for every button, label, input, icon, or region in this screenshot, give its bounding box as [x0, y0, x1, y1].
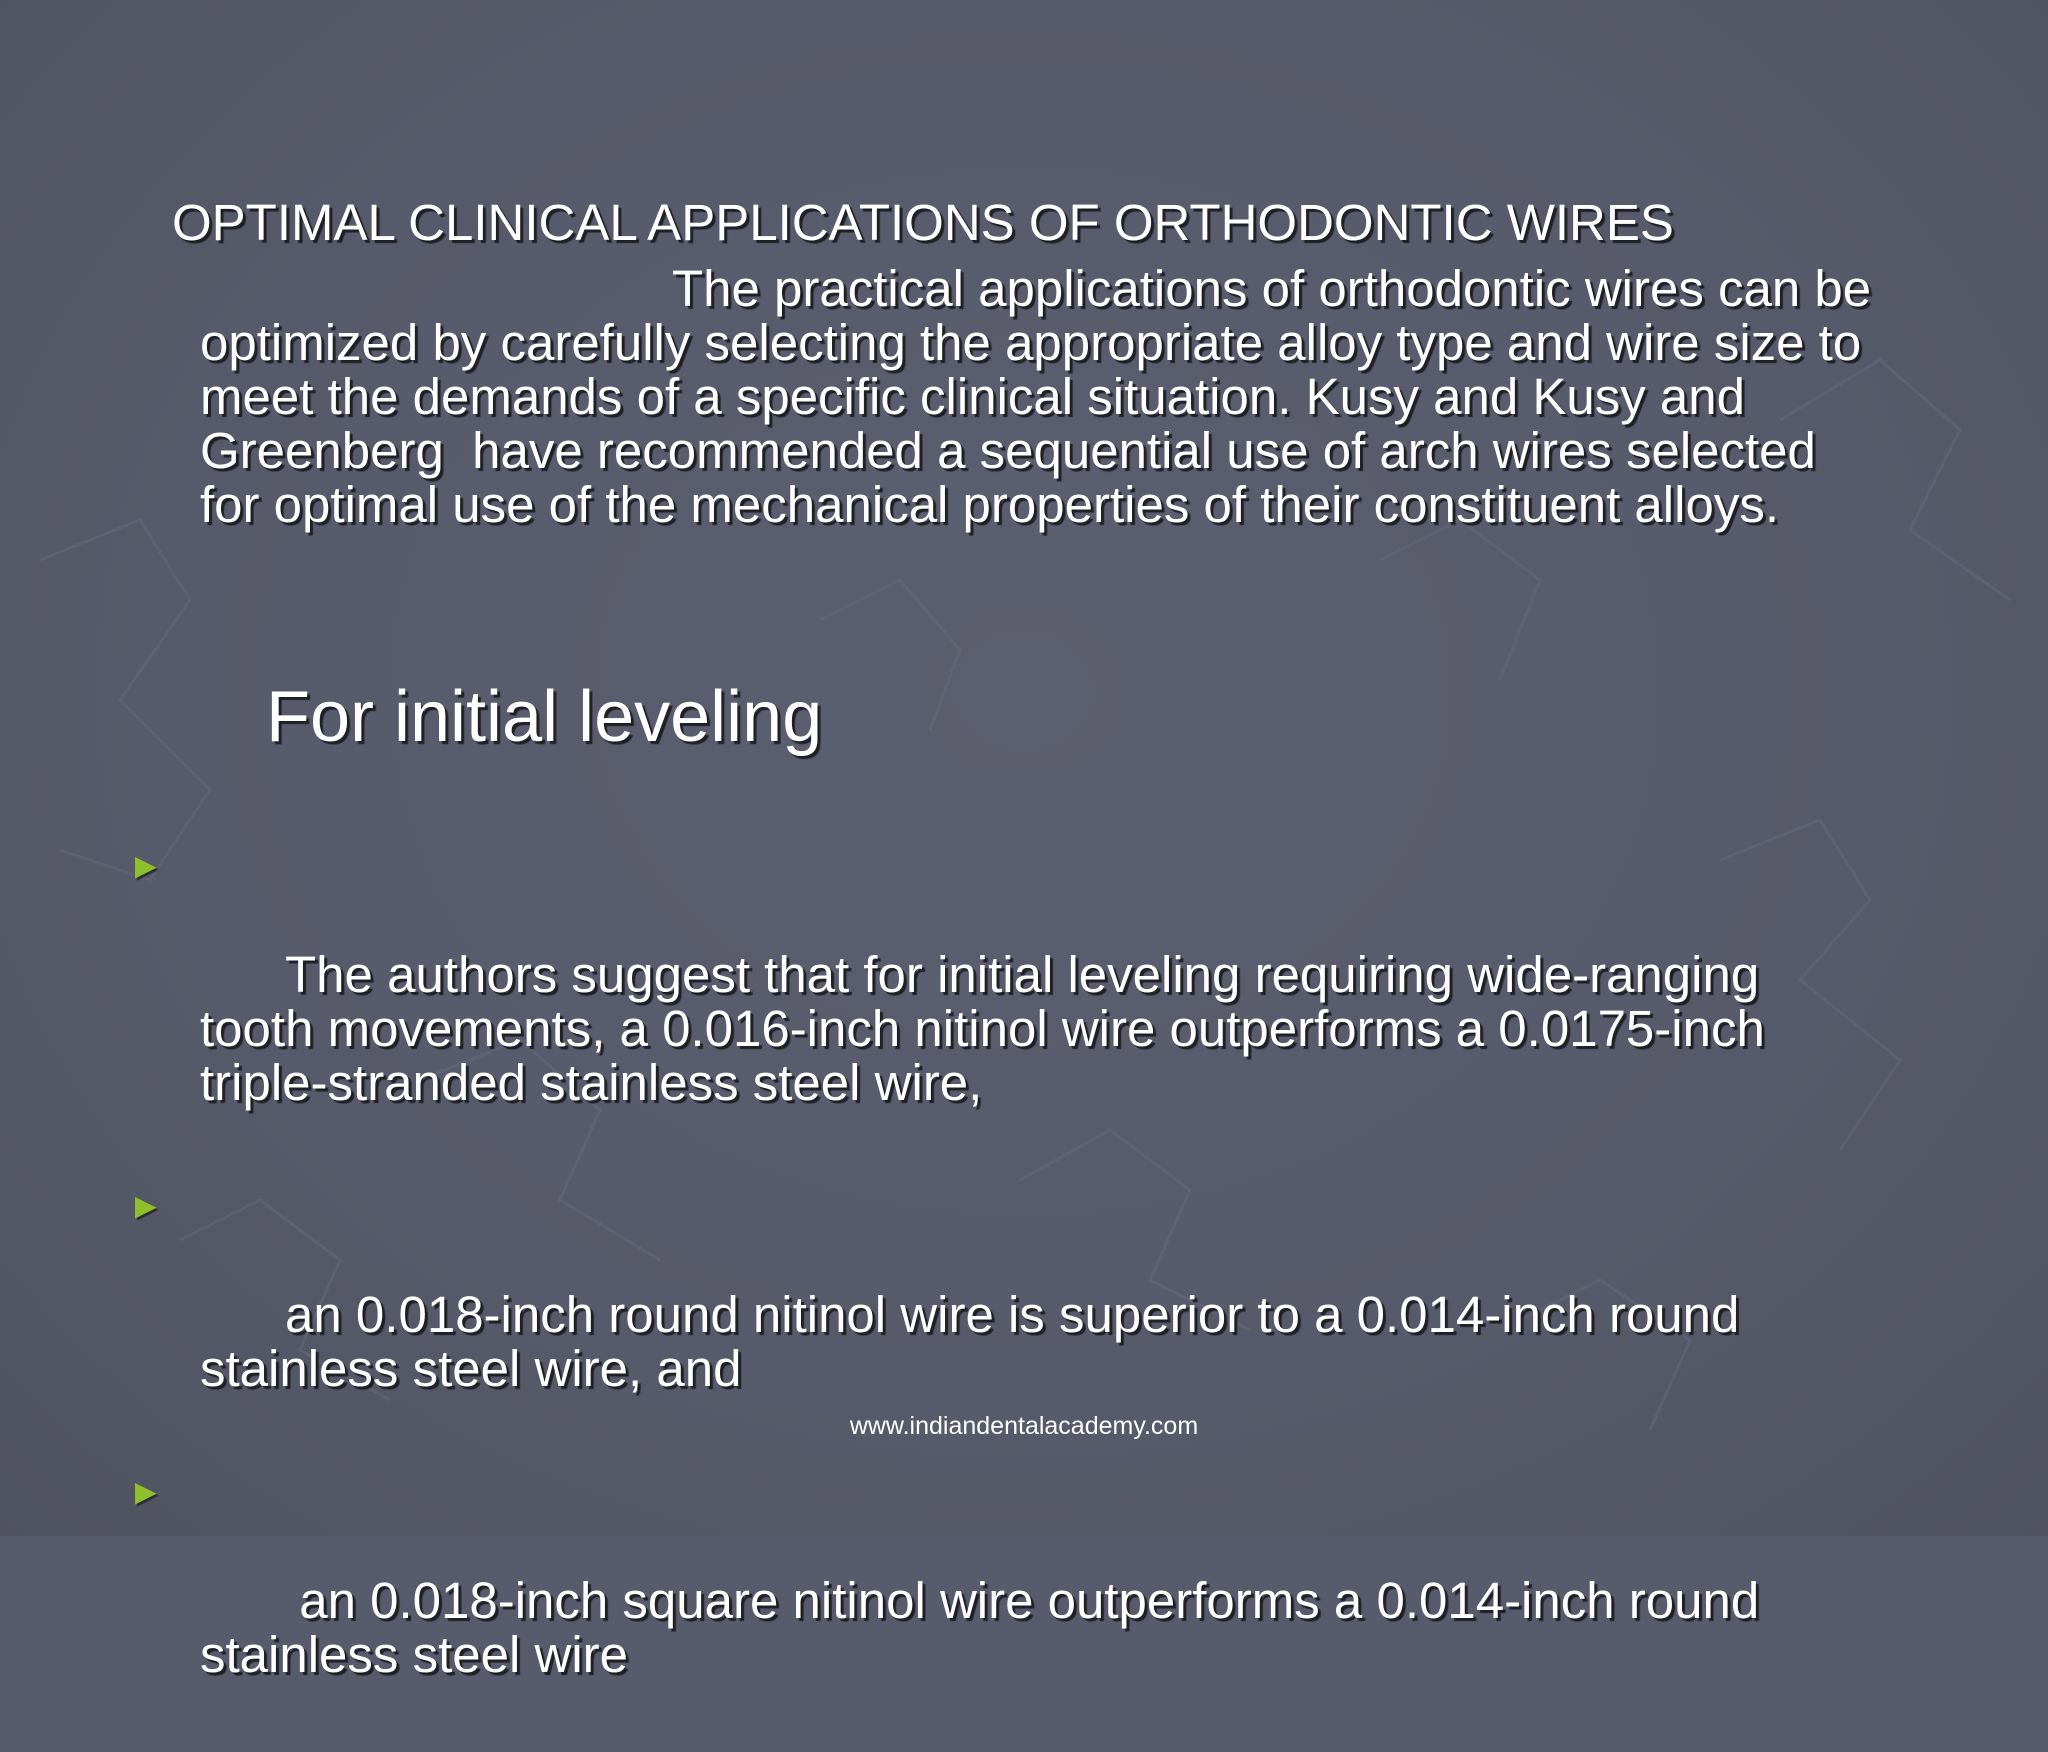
bullet-list: [128, 840, 1878, 1752]
list-item: [128, 1466, 1878, 1736]
triangle-right-icon: ►: [128, 1185, 164, 1226]
slide-title: OPTIMAL CLINICAL APPLICATIONS OF ORTHODONTIC WIRES: [172, 194, 1674, 251]
list-item: [128, 840, 1878, 1164]
triangle-right-icon: ►: [128, 1471, 164, 1512]
bullet-text: The authors suggest that for initial leveling requiring wide-ranging tooth movements, a 0.016-inch nitinol wire outperforms a 0.0175-inch triple-stranded stainless steel wire,: [200, 946, 1780, 1111]
bullet-text: an 0.018-inch round nitinol wire is superior to a 0.014-inch round stainless steel wire, and: [200, 1286, 1754, 1397]
list-item: [128, 1180, 1878, 1450]
section-heading: For initial leveling: [266, 677, 823, 757]
intro-paragraph: The practical applications of orthodontic wires can be optimized by carefully selecting the appropriate alloy type and wire size to meet the demands of a specific clinical situation. Kusy and Kusy and Greenberg have recommended a sequential use of arch wires selected for optimal use of the mechanical properties of their constituent alloys.: [200, 260, 1886, 533]
footer-url: www.indiandentalacademy.com: [849, 1412, 1199, 1440]
triangle-right-icon: ►: [128, 845, 164, 886]
bullet-text: an 0.018-inch square nitinol wire outperforms a 0.014-inch round stainless steel wire: [200, 1572, 1774, 1683]
